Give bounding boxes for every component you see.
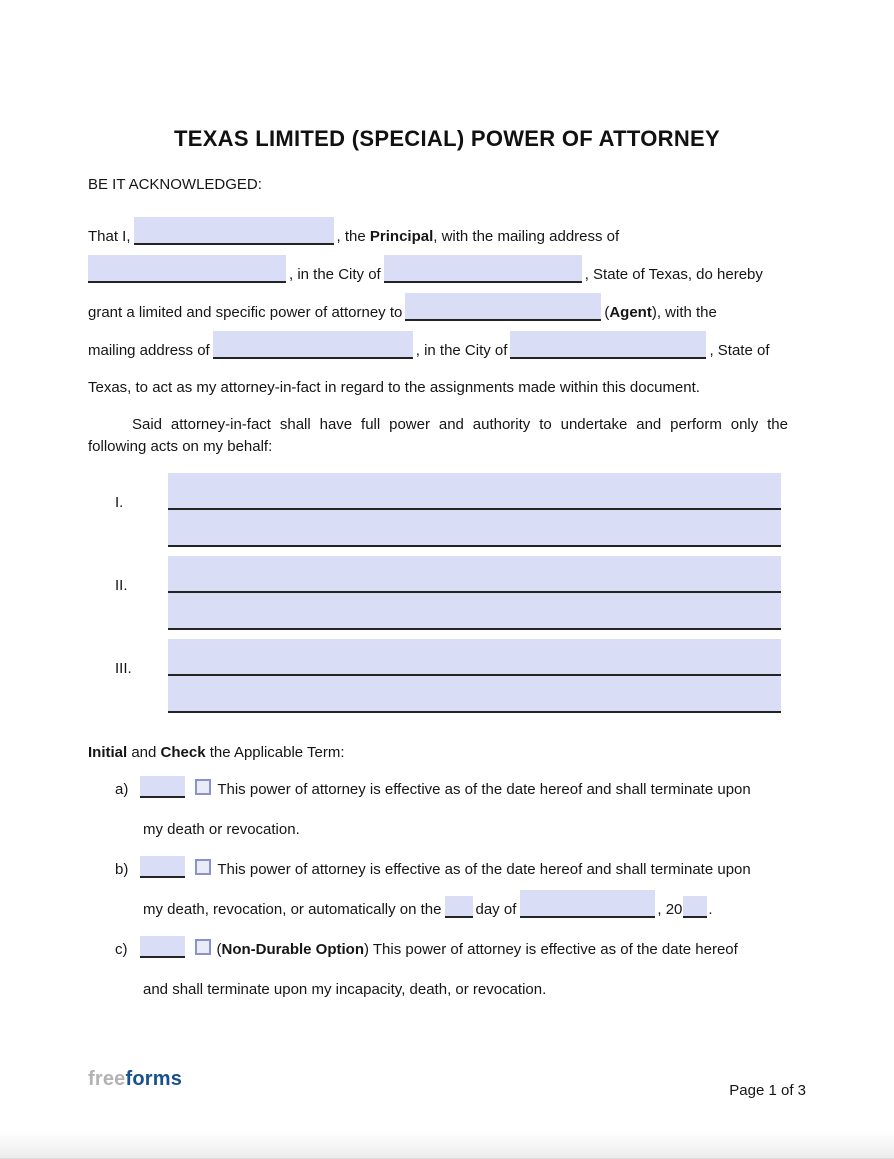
act-lines bbox=[168, 639, 781, 713]
intro-text: , State of bbox=[709, 342, 770, 359]
intro-text: , State of Texas, do hereby bbox=[584, 266, 763, 283]
term-b-text: . bbox=[708, 901, 713, 918]
terms-heading-text: the Applicable Term: bbox=[205, 744, 345, 761]
intro-line-3 bbox=[88, 293, 818, 331]
terms-heading-text: and bbox=[127, 744, 161, 761]
intro-text: , in the City of bbox=[415, 342, 508, 359]
page-bottom-edge bbox=[0, 1130, 894, 1159]
act-3-line-2-field[interactable] bbox=[168, 676, 781, 713]
page-title: TEXAS LIMITED (SPECIAL) POWER OF ATTORNEY bbox=[173, 126, 720, 151]
term-b-checkbox[interactable] bbox=[195, 859, 211, 875]
act-lines bbox=[168, 473, 781, 547]
intro-line-5 bbox=[88, 369, 818, 406]
term-b-line-2 bbox=[88, 890, 828, 930]
agent-name-field[interactable] bbox=[405, 293, 601, 321]
intro-line-1 bbox=[88, 217, 818, 255]
principal-city-field[interactable] bbox=[384, 255, 582, 283]
term-c-line-1 bbox=[88, 930, 828, 970]
term-b-text: my death, revocation, or automatically on the bbox=[143, 901, 442, 918]
intro-text: ( bbox=[604, 304, 610, 321]
intro-text: , in the City of bbox=[289, 266, 381, 283]
intro-text: mailing address of bbox=[88, 342, 210, 359]
term-b-day-field[interactable] bbox=[445, 896, 473, 918]
intro-text: , with the mailing address of bbox=[433, 228, 620, 245]
term-a-line-1 bbox=[88, 770, 828, 810]
term-c-label: c) bbox=[115, 941, 128, 958]
term-b-text: , 20 bbox=[657, 901, 683, 918]
term-a-text: my death or revocation. bbox=[143, 821, 300, 838]
freeforms-logo bbox=[88, 1068, 182, 1091]
term-c-checkbox[interactable] bbox=[195, 939, 211, 955]
act-item-2 bbox=[88, 556, 813, 630]
term-b-text: day of bbox=[475, 901, 517, 918]
act-3-line-1-field[interactable] bbox=[168, 639, 781, 676]
intro-text: That I, bbox=[88, 228, 131, 245]
act-1-line-2-field[interactable] bbox=[168, 510, 781, 547]
term-a-checkbox[interactable] bbox=[195, 779, 211, 795]
authority-paragraph: Said attorney-in-fact shall have full power and authority to undertake and perform only the following acts on my behalf: bbox=[88, 416, 788, 455]
intro-text: grant a limited and specific power of attorney to bbox=[88, 304, 403, 321]
act-numeral: II. bbox=[115, 577, 128, 594]
act-numeral: I. bbox=[115, 494, 124, 511]
term-b-label: b) bbox=[115, 861, 129, 878]
intro-paragraph bbox=[88, 217, 818, 406]
terms-heading-bold: Initial bbox=[88, 744, 128, 761]
term-c-text: and shall terminate upon my incapacity, death, or revocation. bbox=[143, 981, 547, 998]
intro-text: Texas, to act as my attorney-in-fact in regard to the assignments made within this document. bbox=[88, 379, 700, 396]
intro-text: , the bbox=[336, 228, 370, 245]
page-number: Page 1 of 3 bbox=[729, 1082, 806, 1099]
term-b-month-field[interactable] bbox=[520, 890, 655, 918]
term-c-bold: Non-Durable Option bbox=[221, 941, 364, 958]
act-2-line-1-field[interactable] bbox=[168, 556, 781, 593]
act-item-1 bbox=[88, 473, 813, 547]
principal-label: Principal bbox=[369, 228, 434, 245]
act-numeral: III. bbox=[115, 660, 132, 677]
term-a-initials-field[interactable] bbox=[140, 776, 185, 798]
acts-list bbox=[88, 473, 813, 722]
term-a-line-2 bbox=[88, 810, 828, 850]
term-c-text: ( bbox=[216, 941, 222, 958]
acknowledged-heading: BE IT ACKNOWLEDGED: bbox=[88, 176, 262, 193]
term-b-initials-field[interactable] bbox=[140, 856, 185, 878]
term-c-text: ) This power of attorney is effective as of the date hereof bbox=[364, 941, 738, 958]
agent-address-field[interactable] bbox=[213, 331, 413, 359]
logo-free-text: free bbox=[88, 1068, 126, 1090]
principal-address-field[interactable] bbox=[88, 255, 286, 283]
term-a-label: a) bbox=[115, 781, 129, 798]
act-1-line-1-field[interactable] bbox=[168, 473, 781, 510]
term-b-line-1 bbox=[88, 850, 828, 890]
act-item-3 bbox=[88, 639, 813, 713]
intro-line-2 bbox=[88, 255, 818, 293]
agent-city-field[interactable] bbox=[510, 331, 706, 359]
term-b-year-field[interactable] bbox=[683, 896, 707, 918]
principal-name-field[interactable] bbox=[134, 217, 334, 245]
logo-forms-text: forms bbox=[125, 1068, 183, 1090]
term-c-line-2 bbox=[88, 970, 828, 1010]
intro-line-4 bbox=[88, 331, 818, 369]
term-b-text: This power of attorney is effective as of the date hereof and shall terminate upon bbox=[217, 861, 751, 878]
terms-heading bbox=[88, 744, 345, 761]
term-a-text: This power of attorney is effective as of the date hereof and shall terminate upon bbox=[217, 781, 751, 798]
terms-list bbox=[88, 770, 828, 1010]
term-c-initials-field[interactable] bbox=[140, 936, 185, 958]
act-2-line-2-field[interactable] bbox=[168, 593, 781, 630]
intro-text: ), with the bbox=[651, 304, 717, 321]
act-lines bbox=[168, 556, 781, 630]
agent-label: Agent bbox=[609, 304, 652, 321]
terms-heading-bold: Check bbox=[160, 744, 206, 761]
